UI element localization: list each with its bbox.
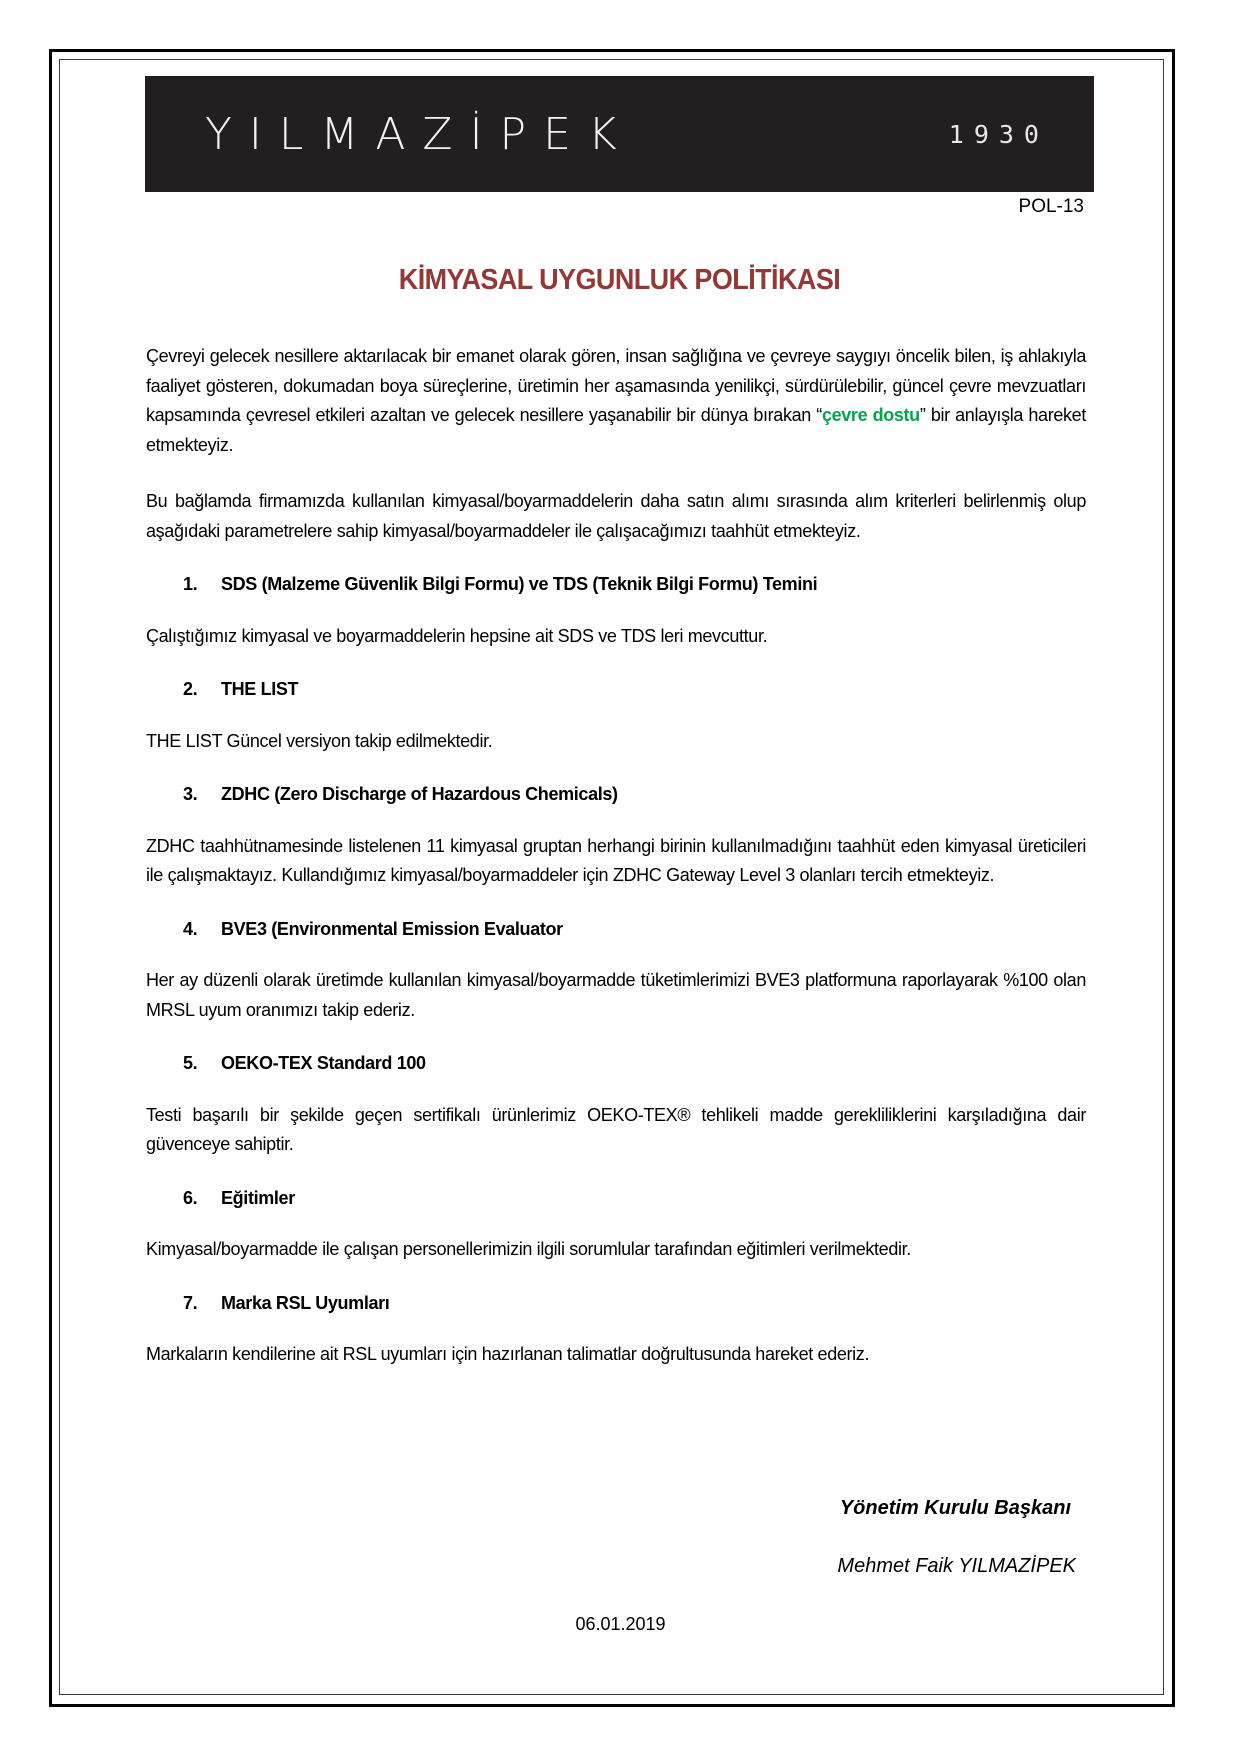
- section-number: 5.: [183, 1053, 198, 1073]
- intro-text-end: ” bir anlayışla hareket etmekteyiz.: [146, 405, 1086, 455]
- section-title: THE LIST: [221, 679, 299, 699]
- section-heading-trainings: [146, 1184, 1086, 1214]
- section-body-sds-tds: Çalıştığımız kimyasal ve boyarmaddelerin hepsine ait SDS ve TDS leri mevcuttur.: [146, 625, 768, 646]
- section-heading-bve3: [146, 915, 1086, 945]
- document-body: [146, 342, 1086, 1394]
- section-body-zdhc: ZDHC taahhütnamesinde listelenen 11 kimyasal gruptan herhangi birinin kullanılmadığını taahhüt eden kimyasal üreticileri ile çalışmaktayız. Kullandığımız kimyasal/boyarmaddeler için ZDHC Gateway Level 3 olanları tercih etmekteyiz.: [146, 835, 1086, 885]
- company-logo-name: YILMAZİPEK: [205, 109, 634, 160]
- intro-paragraph-2: Bu bağlamda firmamızda kullanılan kimyasal/boyarmaddelerin daha satın alımı sırasında alım kriterleri belirlenmiş olup aşağıdaki parametrelere sahip kimyasal/boyarmaddeler ile çalışacağımızı taahhüt etmekteyiz.: [146, 491, 1086, 541]
- document-date: 06.01.2019: [575, 1614, 666, 1634]
- section-heading-zdhc: [146, 780, 1086, 810]
- section-title: SDS (Malzeme Güvenlik Bilgi Formu) ve TDS (Teknik Bilgi Formu) Temini: [221, 574, 818, 594]
- company-logo-banner: [145, 76, 1094, 192]
- section-number: 4.: [183, 918, 198, 939]
- section-body-bve3: Her ay düzenli olarak üretimde kullanılan kimyasal/boyarmadde tüketimlerimizi BVE3 platformuna raporlayarak %100 olan MRSL uyum oranımızı takip ederiz.: [146, 970, 1086, 1020]
- section-title: Eğitimler: [221, 1187, 295, 1208]
- section-heading-sds-tds: [146, 570, 1086, 600]
- section-title: Marka RSL Uyumları: [221, 1292, 390, 1313]
- intro-paragraph-1: [146, 342, 1086, 460]
- section-number: 1.: [183, 574, 198, 594]
- document-title: KİMYASAL UYGUNLUK POLİTİKASI: [398, 264, 841, 296]
- section-number: 6.: [183, 1187, 198, 1208]
- signatory-title: Yönetim Kurulu Başkanı: [839, 1497, 1071, 1519]
- section-body-the-list: THE LIST Güncel versiyon takip edilmektedir.: [146, 730, 493, 751]
- eco-friendly-highlight: çevre dostu: [821, 405, 920, 425]
- section-number: 2.: [183, 679, 198, 699]
- section-heading-the-list: [146, 675, 1086, 705]
- section-title: ZDHC (Zero Discharge of Hazardous Chemicals): [221, 784, 618, 804]
- section-body-oeko-tex: Testi başarılı bir şekilde geçen sertifikalı ürünlerimiz OEKO-TEX® tehlikeli madde gerekliliklerini karşıladığına dair güvenceye sahiptir.: [146, 1104, 1086, 1154]
- company-founded-year: 1930: [948, 120, 1049, 149]
- section-body-trainings: Kimyasal/boyarmadde ile çalışan personellerimizin ilgili sorumlular tarafından eğitimleri verilmektedir.: [146, 1239, 911, 1259]
- section-title: BVE3 (Environmental Emission Evaluator: [221, 918, 563, 939]
- document-code: POL-13: [1018, 196, 1084, 217]
- intro-text: Çevreyi gelecek nesillere aktarılacak bir emanet olarak gören, insan sağlığına ve çevreye saygıyı öncelik bilen, iş ahlakıyla faaliyet gösteren, dokumadan boya süreçlerine, üretimin her aşamasında yenilikçi, sürdürülebilir, güncel çevre mevzuatları kapsamında çevresel etkileri azaltan ve gelecek nesillere yaşanabilir bir dünya bırakan “: [146, 346, 1086, 425]
- section-number: 7.: [183, 1292, 198, 1313]
- section-heading-brand-rsl: [146, 1289, 1086, 1319]
- section-number: 3.: [183, 784, 198, 804]
- section-title: OEKO-TEX Standard 100: [221, 1053, 426, 1073]
- section-body-brand-rsl: Markaların kendilerine ait RSL uyumları için hazırlanan talimatlar doğrultusunda hareket ederiz.: [146, 1344, 870, 1364]
- signatory-name: Mehmet Faik YILMAZİPEK: [837, 1555, 1076, 1577]
- section-heading-oeko-tex: [146, 1049, 1086, 1079]
